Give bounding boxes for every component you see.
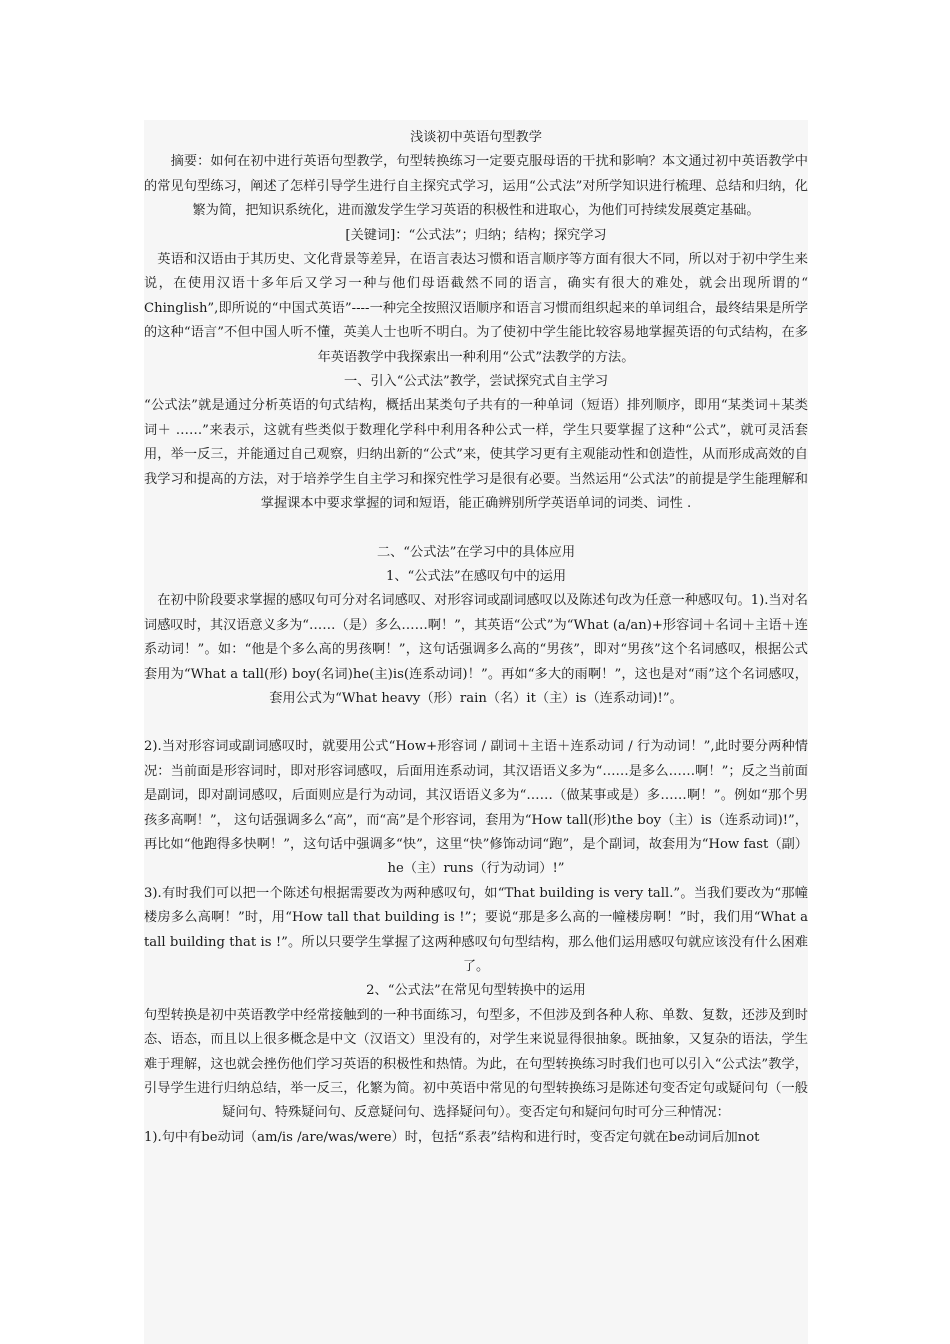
- exclamation-conversion-paragraph: 3).有时我们可以把一个陈述句根据需要改为两种感叹句，如“That building is very tall.”。当我们要改为“那幢楼房多么高啊！”时，用“How tall that building is !”；要说“那是多么高的一幢楼房啊！”时，我们用“What a tall building that is !”。所以只要学生掌握了这两种感叹句句型结构，那么他们运用感叹句就应该没有什么困难了。: [144, 885, 808, 974]
- keywords-line: [关键词]：“公式法”；归纳；结构；探究学习: [345, 227, 607, 243]
- subsection-heading-1: 1、“公式法”在感叹句中的运用: [385, 568, 567, 584]
- abstract-paragraph: 摘要：如何在初中进行英语句型教学，句型转换练习一定要克服母语的干扰和影响？本文通过初中英语教学中的常见句型练习，阐述了怎样引导学生进行自主探究式学习，运用“公式法”对所学知识进行梳理、总结和归纳，化繁为简，把知识系统化，进而激发学生学习英语的积极性和进取心，为他们可持续发展奠定基础。: [144, 154, 808, 219]
- blank-line: [144, 711, 808, 735]
- section-heading-2: 二、“公式法”在学习中的具体应用: [376, 544, 576, 560]
- sentence-conversion-paragraph: 句型转换是初中英语教学中经常接触到的一种书面练习，句型多，不但涉及到各种人称、单数、复数，还涉及到时态、语态，而且以上很多概念是中文（汉语文）里没有的，对学生来说显得很抽象。既抽象，又复杂的语法，学生难于理解，这也就会挫伤他们学习英语的积极性和热情。为此，在句型转换练习时我们也可以引入“公式法”教学，引导学生进行归纳总结，举一反三，化繁为简。初中英语中常见的句型转换练习是陈述句变否定句或疑问句（一般疑问句、特殊疑问句、反意疑问句、选择疑问句）。变否定句和疑问句时可分三种情况：: [144, 1007, 808, 1121]
- intro-paragraph: 英语和汉语由于其历史、文化背景等差异，在语言表达习惯和语言顺序等方面有很大不同，所以对于初中学生来说，在使用汉语十多年后又学习一种与他们母语截然不同的语言，确实有很大的难处，就会出现所谓的“ Chinglish”,即所说的“中国式英语”----一种完全按照汉语顺序和语言习惯而组织起来的单词组合，最终结果是所学的这种“语言”不但中国人听不懂，英美人士也听不明白。为了使初中学生能比较容易地掌握英语的句式结构，在多年英语教学中我探索出一种利用“公式”法教学的方法。: [144, 252, 808, 365]
- document-title: 浅谈初中英语句型教学: [410, 130, 542, 145]
- exclamation-noun-paragraph: 在初中阶段要求掌握的感叹句可分对名词感叹、对形容词或副词感叹以及陈述句改为任意一种感叹句。1).当对名词感叹时，其汉语意义多为“……（是）多么……啊！”，其英语“公式”为“What (a/an)+形容词＋名词＋主语＋连系动词！”。如：“他是个多么高的男孩啊！”，这句话强调多么高的“男孩”，即对“男孩”这个名词感叹，根据公式套用为“What a tall(形) boy(名词)he(主)is(连系动词)！”。再如“多大的雨啊！”，这也是对“雨”这个名词感叹，套用公式为“What heavy（形）rain（名）it（主）is（连系动词)!”。: [144, 593, 808, 706]
- document-page: [144, 120, 808, 1344]
- be-verb-paragraph: 1).句中有be动词（am/is /are/was/were）时，包括“系表”结构和进行时，变否定句就在be动词后加not: [144, 1129, 760, 1145]
- formula-method-paragraph: “公式法”就是通过分析英语的句式结构，概括出某类句子共有的一种单词（短语）排列顺序，即用“某类词＋某类词＋ ……”来表示，这就有些类似于数理化学科中利用各种公式一样，学生只要掌握了这种“公式”，就可灵活套用，举一反三，并能通过自己观察，归纳出新的“公式”来，使其学习更有主观能动性和创造性，从而形成高效的自我学习和提高的方法，对于培养学生自主学习和探究性学习是很有必要。当然运用“公式法”的前提是学生能理解和掌握课本中要求掌握的词和短语，能正确辨别所学英语单词的词类、词性 .: [144, 398, 808, 512]
- subsection-heading-2: 2、“公式法”在常见句型转换中的运用: [366, 983, 586, 999]
- section-heading-1: 一、引入“公式法”教学，尝试探究式自主学习: [343, 374, 609, 390]
- exclamation-adjective-paragraph: 2).当对形容词或副词感叹时，就要用公式“How+形容词 / 副词＋主语＋连系动词 / 行为动词！”,此时要分两种情况：当前面是形容词时，即对形容词感叹，后面用连系动词，其汉语语义多为“……是多么……啊！”；反之当前面是副词，即对副词感叹，后面则应是行为动词，其汉语语义多为“……（做某事或是）多……啊！”。例如“那个男孩多高啊！”， 这句话强调多么“高”，而“高”是个形容词，套用为“How tall(形)the boy（主）is（连系动词)!”，再比如“他跑得多快啊！”，这句话中强调多“快”，这里“快”修饰动词“跑”，是个副词，故套用为“How fast（副）he（主）runs（行为动词）!”: [144, 739, 808, 877]
- blank-line: [144, 517, 808, 541]
